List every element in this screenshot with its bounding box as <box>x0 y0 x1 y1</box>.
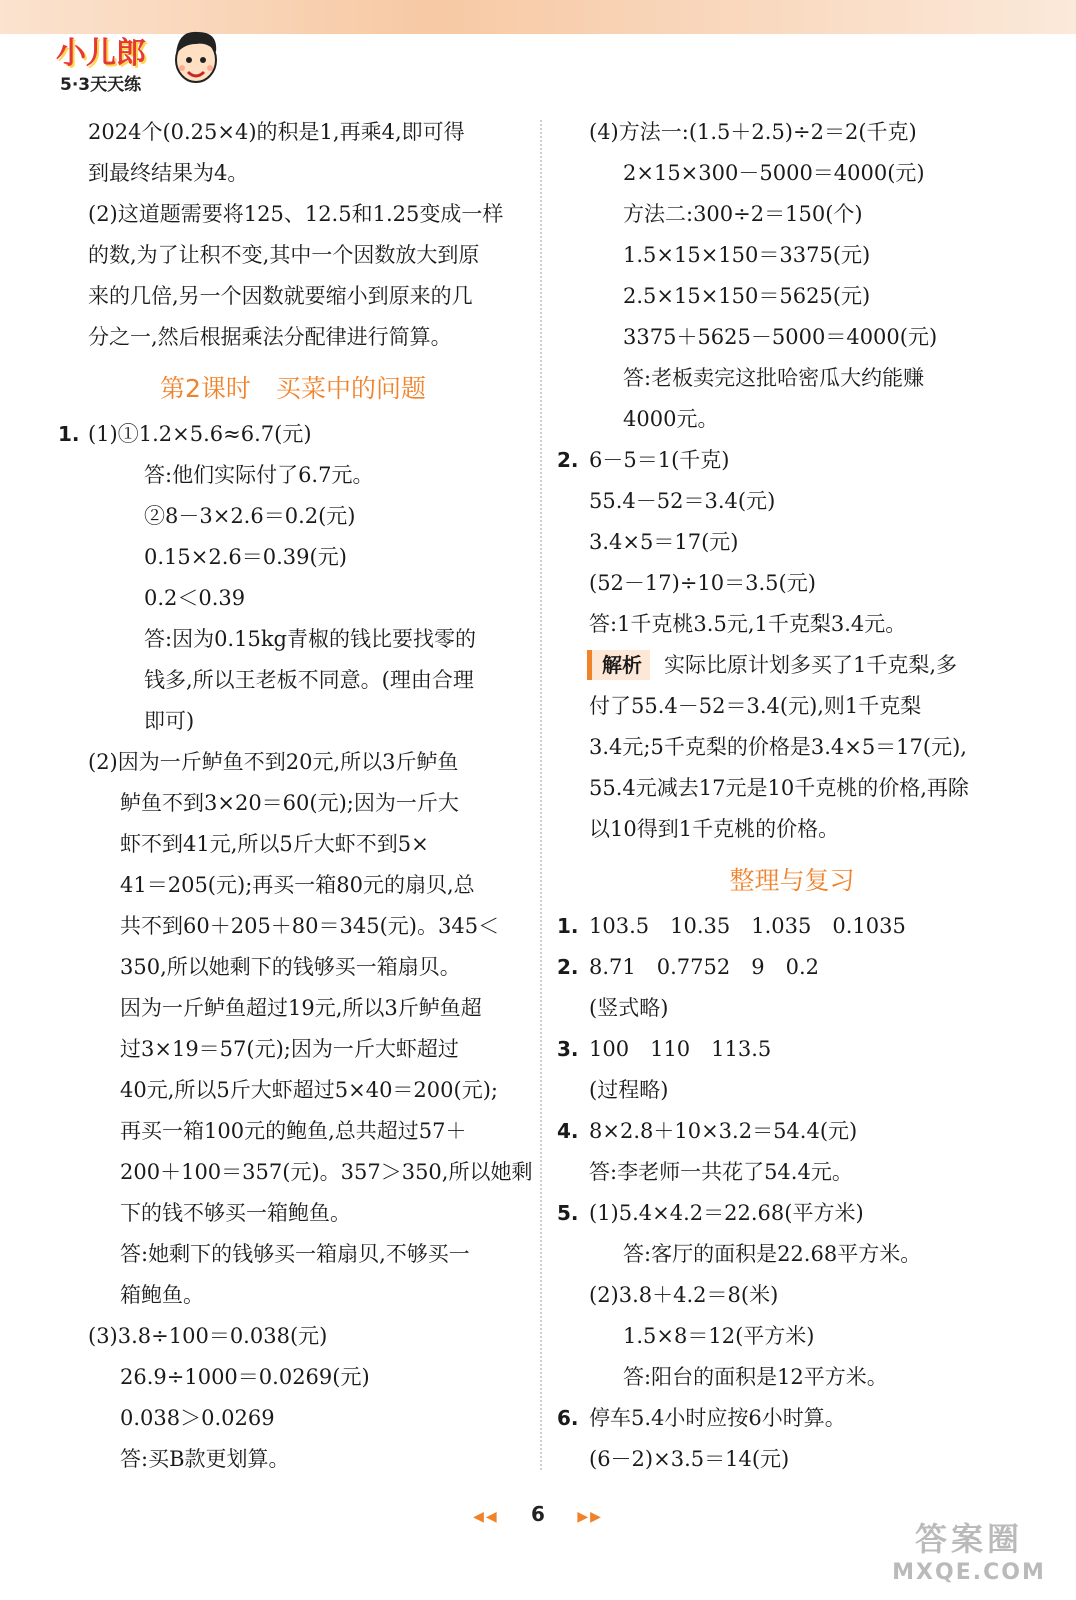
answer-text: 2×15×300－5000＝4000(元) <box>623 161 925 185</box>
answer-text: 的数,为了让积不变,其中一个因数放大到原 <box>88 243 480 267</box>
watermark-logo: 答案圈 <box>914 1520 1023 1558</box>
question-number: 1. <box>557 914 579 938</box>
answer-text: 350,所以她剩下的钱够买一箱扇贝。 <box>120 955 461 979</box>
answer-text: (4)方法一:(1.5＋2.5)÷2＝2(千克) <box>589 120 917 144</box>
answer-text: 虾不到41元,所以5斤大虾不到5× <box>120 832 429 856</box>
answer-line <box>557 768 1027 809</box>
answer-line <box>557 686 1027 727</box>
answer-line <box>58 1193 528 1234</box>
answer-text: 方法二:300÷2＝150(个) <box>623 202 863 226</box>
answer-text: 0.2＜0.39 <box>144 586 246 610</box>
answer-text: 26.9÷1000＝0.0269(元) <box>120 1365 370 1389</box>
answer-line <box>58 660 528 701</box>
answer-line <box>557 1439 1027 1480</box>
answer-line <box>58 988 528 1029</box>
answer-text: (2)这道题需要将125、12.5和1.25变成一样 <box>88 202 504 226</box>
answer-line <box>58 276 528 317</box>
answer-text: 来的几倍,另一个因数就要缩小到原来的几 <box>88 284 473 308</box>
answer-text: 因为一斤鲈鱼超过19元,所以3斤鲈鱼超 <box>120 996 482 1020</box>
answer-line <box>557 399 1027 440</box>
answer-line <box>557 1152 1027 1193</box>
answer-text: 103.5 10.35 1.035 0.1035 <box>589 914 906 938</box>
question-number: 2. <box>557 955 579 979</box>
answer-text: 答:阳台的面积是12平方米。 <box>623 1365 888 1389</box>
answer-line <box>557 1275 1027 1316</box>
answer-text: 1.5×8＝12(平方米) <box>623 1324 815 1348</box>
answer-text: 0.15×2.6＝0.39(元) <box>144 545 347 569</box>
answer-text: (52－17)÷10＝3.5(元) <box>589 571 816 595</box>
answer-text: 以10得到1千克桃的价格。 <box>589 817 840 841</box>
brand-logo <box>56 18 216 94</box>
answer-text: 0.038＞0.0269 <box>120 1406 275 1430</box>
question-number: 2. <box>557 448 579 472</box>
answer-line <box>557 1070 1027 1111</box>
question-number: 5. <box>557 1201 579 1225</box>
answer-line <box>557 276 1027 317</box>
answer-text: 2.5×15×150＝5625(元) <box>623 284 871 308</box>
answer-text: 分之一,然后根据乘法分配律进行简算。 <box>88 325 452 349</box>
answer-line <box>58 701 528 742</box>
answer-text: 答:她剩下的钱够买一箱扇贝,不够买一 <box>120 1242 470 1266</box>
answer-text: (竖式略) <box>589 996 669 1020</box>
answer-text: 3375＋5625－5000＝4000(元) <box>623 325 938 349</box>
answer-text: 55.4元减去17元是10千克桃的价格,再除 <box>589 776 969 800</box>
answer-text: 100 110 113.5 <box>589 1037 772 1061</box>
answer-text: 200＋100＝357(元)。357＞350,所以她剩 <box>120 1160 533 1184</box>
answer-text: 停车5.4小时应按6小时算。 <box>589 1406 846 1430</box>
answer-text: 答:客厅的面积是22.68平方米。 <box>623 1242 922 1266</box>
answer-text: 41＝205(元);再买一箱80元的扇贝,总 <box>120 873 475 897</box>
answer-line <box>557 988 1027 1029</box>
answer-text: 答:因为0.15kg青椒的钱比要找零的 <box>144 627 476 651</box>
answer-text: 3.4元;5千克梨的价格是3.4×5＝17(元), <box>589 735 967 759</box>
answer-text: 鲈鱼不到3×20＝60(元);因为一斤大 <box>120 791 459 815</box>
section-title: 第2课时 买菜中的问题 <box>160 374 426 403</box>
answer-line <box>58 317 528 358</box>
answer-line <box>58 783 528 824</box>
answer-text: 再买一箱100元的鲍鱼,总共超过57＋ <box>120 1119 467 1143</box>
answer-line <box>557 112 1027 153</box>
question-number: 1. <box>58 422 80 446</box>
answer-text: 8×2.8＋10×3.2＝54.4(元) <box>589 1119 858 1143</box>
answer-line <box>557 153 1027 194</box>
answer-line <box>58 1398 528 1439</box>
right-answer-column <box>557 112 1027 1480</box>
answer-line <box>557 1398 1027 1439</box>
answer-text: 答:他们实际付了6.7元。 <box>144 463 374 487</box>
answer-text: 4000元。 <box>623 407 719 431</box>
answer-text: 2024个(0.25×4)的积是1,再乘4,即可得 <box>88 120 465 144</box>
left-answer-column <box>58 112 533 1480</box>
watermark <box>884 1514 1054 1592</box>
question-number: 4. <box>557 1119 579 1143</box>
answer-text: 答:李老师一共花了54.4元。 <box>589 1160 853 1184</box>
answer-line <box>557 604 1027 645</box>
answer-line <box>557 906 1027 947</box>
answer-line <box>58 824 528 865</box>
analysis-tag: 解析 <box>587 650 650 680</box>
answer-text: 共不到60＋205＋80＝345(元)。345＜ <box>120 914 500 938</box>
answer-line <box>58 1275 528 1316</box>
answer-line <box>58 906 528 947</box>
answer-line <box>58 235 528 276</box>
answer-text: 下的钱不够买一箱鲍鱼。 <box>120 1201 351 1225</box>
answer-line <box>557 317 1027 358</box>
answer-line <box>58 112 528 153</box>
answer-line <box>557 522 1027 563</box>
answer-text: 箱鲍鱼。 <box>120 1283 204 1307</box>
column-divider <box>540 120 542 1470</box>
next-arrows-icon: ▶▶ <box>577 1509 603 1525</box>
answer-text: (1)①1.2×5.6≈6.7(元) <box>88 422 312 446</box>
analysis-text: 实际比原计划多买了1千克梨,多 <box>664 653 958 677</box>
answer-line <box>58 1234 528 1275</box>
answer-text: ②8－3×2.6＝0.2(元) <box>144 504 356 528</box>
answer-line <box>58 455 528 496</box>
answer-line <box>557 481 1027 522</box>
answer-text: 3.4×5＝17(元) <box>589 530 739 554</box>
answer-line <box>557 727 1027 768</box>
answer-text: 40元,所以5斤大虾超过5×40＝200(元); <box>120 1078 498 1102</box>
answer-line <box>58 865 528 906</box>
answer-line <box>557 1357 1027 1398</box>
boy-mascot-icon <box>168 22 224 92</box>
watermark-url: MXQE.COM <box>892 1560 1046 1585</box>
answer-text: 1.5×15×150＝3375(元) <box>623 243 871 267</box>
answer-text: 过3×19＝57(元);因为一斤大虾超过 <box>120 1037 459 1061</box>
answer-line <box>557 563 1027 604</box>
answer-text: 55.4－52＝3.4(元) <box>589 489 776 513</box>
answer-line <box>58 1029 528 1070</box>
answer-line <box>58 1111 528 1152</box>
answer-line <box>557 235 1027 276</box>
answer-text: 答:买B款更划算。 <box>120 1447 290 1471</box>
answer-line <box>58 537 528 578</box>
answer-line <box>557 947 1027 988</box>
answer-line <box>58 1357 528 1398</box>
answer-text: 付了55.4－52＝3.4(元),则1千克梨 <box>589 694 922 718</box>
answer-text: 即可) <box>144 709 195 733</box>
answer-line <box>58 414 528 455</box>
answer-text: 答:老板卖完这批哈密瓜大约能赚 <box>623 366 925 390</box>
answer-line <box>58 578 528 619</box>
question-number: 3. <box>557 1037 579 1061</box>
answer-text: 6－5＝1(千克) <box>589 448 730 472</box>
answer-line <box>557 1193 1027 1234</box>
answer-line <box>557 194 1027 235</box>
answer-line <box>58 619 528 660</box>
answer-line <box>58 153 528 194</box>
logo-title: 小儿郎 <box>56 36 146 71</box>
answer-line <box>58 1070 528 1111</box>
answer-text: 钱多,所以王老板不同意。(理由合理 <box>144 668 474 692</box>
answer-text: (过程略) <box>589 1078 669 1102</box>
answer-line <box>557 809 1027 850</box>
answer-text: (6－2)×3.5＝14(元) <box>589 1447 790 1471</box>
answer-line <box>58 1152 533 1193</box>
answer-line <box>557 1029 1027 1070</box>
answer-line <box>58 1316 528 1357</box>
answer-line <box>557 1316 1027 1357</box>
answer-line <box>58 1439 528 1480</box>
answer-line <box>557 1234 1027 1275</box>
answer-text: 到最终结果为4。 <box>88 161 249 185</box>
answer-line <box>58 947 528 988</box>
answer-line <box>58 742 528 783</box>
page-number: 6 <box>531 1502 545 1526</box>
answer-text: (3)3.8÷100＝0.038(元) <box>88 1324 328 1348</box>
answer-text: (1)5.4×4.2＝22.68(平方米) <box>589 1201 864 1225</box>
prev-arrows-icon: ◀◀ <box>473 1509 499 1525</box>
section-title: 整理与复习 <box>729 866 855 895</box>
answer-text: 8.71 0.7752 9 0.2 <box>589 955 819 979</box>
answer-line <box>557 440 1027 481</box>
answer-line <box>557 1111 1027 1152</box>
answer-line <box>557 358 1027 399</box>
answer-text: (2)因为一斤鲈鱼不到20元,所以3斤鲈鱼 <box>88 750 459 774</box>
answer-text: (2)3.8＋4.2＝8(米) <box>589 1283 779 1307</box>
answer-line <box>58 194 528 235</box>
logo-subtitle: 5·3天天练 <box>60 75 142 95</box>
analysis-line <box>557 645 1027 686</box>
answer-text: 答:1千克桃3.5元,1千克梨3.4元。 <box>589 612 907 636</box>
answer-line <box>58 496 528 537</box>
question-number: 6. <box>557 1406 579 1430</box>
